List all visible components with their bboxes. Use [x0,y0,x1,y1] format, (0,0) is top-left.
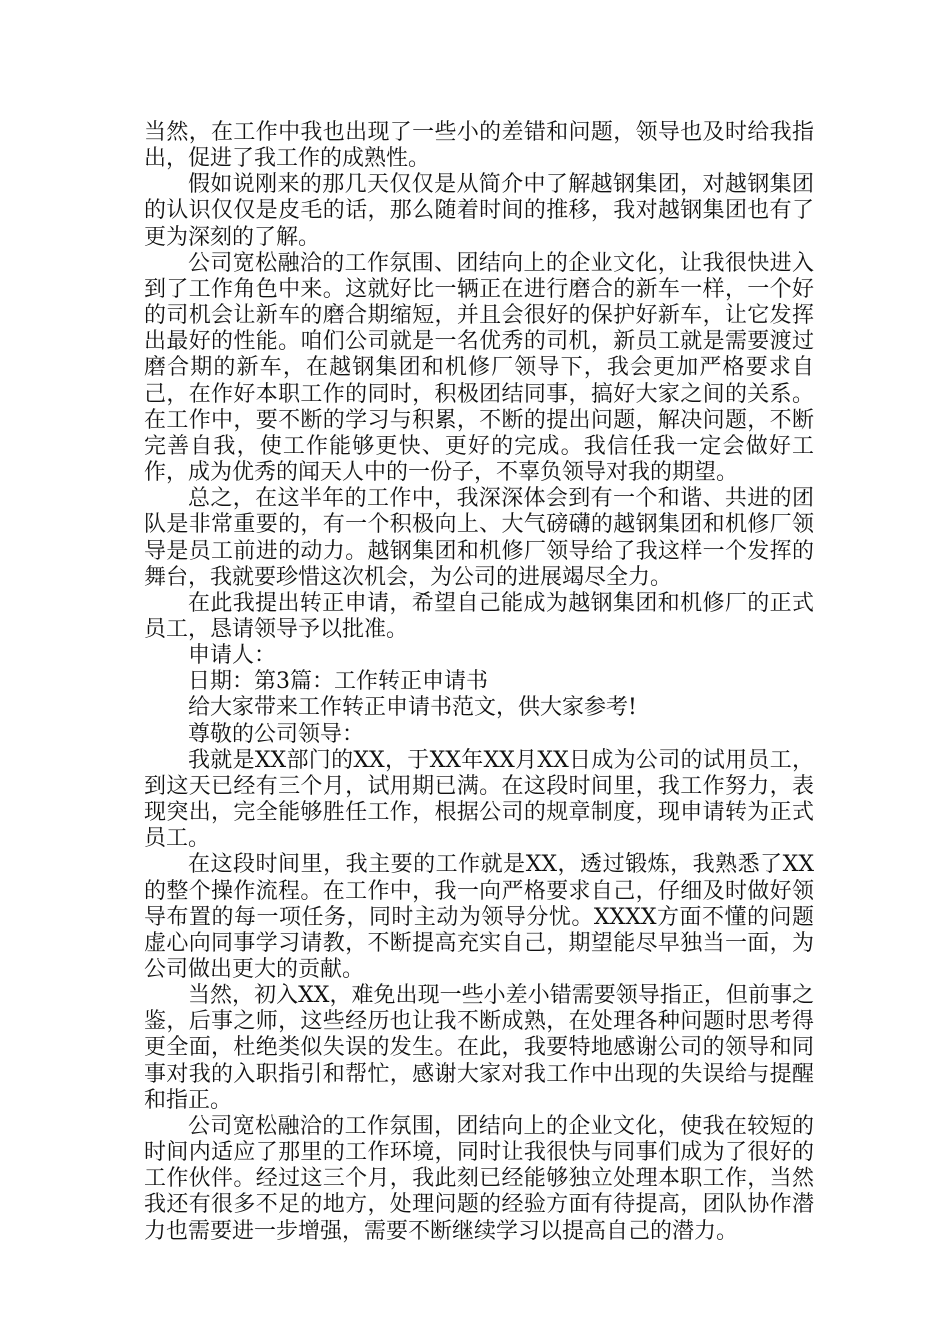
paragraph: 给大家带来工作转正申请书范文，供大家参考! [188,695,637,721]
paragraph: 尊敬的公司领导： [188,721,365,747]
paragraph: 假如说刚来的那几天仅仅是从简介中了解越钢集团，对越钢集团的认识仅仅是皮毛的话，那么随着时间的推移，我对越钢集团也有了更为深刻的了解。 [144,172,814,250]
document-body [144,120,814,1245]
paragraph: 公司宽松融洽的工作氛围，团结向上的企业文化，使我在较短的时间内适应了那里的工作环境，同时让我很快与同事们成为了很好的工作伙伴。经过这三个月，我此刻已经能够独立处理本职工作，当然我还有很多不足的地方，处理问题的经验方面有待提高，团队协作潜力也需要进一步增强，需要不断继续学习以提高自己的潜力。 [144,1113,814,1244]
paragraph: 在此我提出转正申请，希望自己能成为越钢集团和机修厂的正式员工，恳请领导予以批准。 [144,590,814,642]
paragraph: 日期：第3篇：工作转正申请书 [188,669,488,695]
paragraph: 我就是XX部门的XX，于XX年XX月XX日成为公司的试用员工，到这天已经有三个月，试用期已满。在这段时间里，我工作努力，表现突出，完全能够胜任工作，根据公司的规章制度，现申请转为正式员工。 [144,747,814,852]
paragraph: 当然，初入XX，难免出现一些小差小错需要领导指正，但前事之鉴，后事之师，这些经历也让我不断成熟，在处理各种问题时思考得更全面，杜绝类似失误的发生。在此，我要特地感谢公司的领导和同事对我的入职指引和帮忙，感谢大家对我工作中出现的失误给与提醒和指正。 [144,983,814,1113]
paragraph: 总之，在这半年的工作中，我深深体会到有一个和谐、共进的团队是非常重要的，有一个积极向上、大气磅礴的越钢集团和机修厂领导是员工前进的动力。越钢集团和机修厂领导给了我这样一个发挥的舞台，我就要珍惜这次机会，为公司的进展竭尽全力。 [144,486,814,590]
paragraph: 公司宽松融洽的工作氛围、团结向上的企业文化，让我很快进入到了工作角色中来。这就好比一辆正在进行磨合的新车一样，一个好的司机会让新车的磨合期缩短，并且会很好的保护好新车，让它发挥出最好的性能。咱们公司就是一名优秀的司机，新员工就是需要渡过磨合期的新车，在越钢集团和机修厂领导下，我会更加严格要求自己，在作好本职工作的同时，积极团结同事，搞好大家之间的关系。在工作中，要不断的学习与积累，不断的提出问题，解决问题，不断完善自我，使工作能够更快、更好的完成。我信任我一定会做好工作，成为优秀的闻天人中的一份子，不辜负领导对我的期望。 [144,250,814,486]
paragraph: 在这段时间里，我主要的工作就是XX，透过锻炼，我熟悉了XX的整个操作流程。在工作中，我一向严格要求自己，仔细及时做好领导布置的每一项任务，同时主动为领导分忧。XXXX方面不懂的问题虚心向同事学习请教，不断提高充实自己，期望能尽早独当一面，为公司做出更大的贡献。 [144,852,814,982]
paragraph: 申请人： [188,643,277,669]
paragraph: 当然，在工作中我也出现了一些小的差错和问题，领导也及时给我指出，促进了我工作的成熟性。 [144,120,814,172]
